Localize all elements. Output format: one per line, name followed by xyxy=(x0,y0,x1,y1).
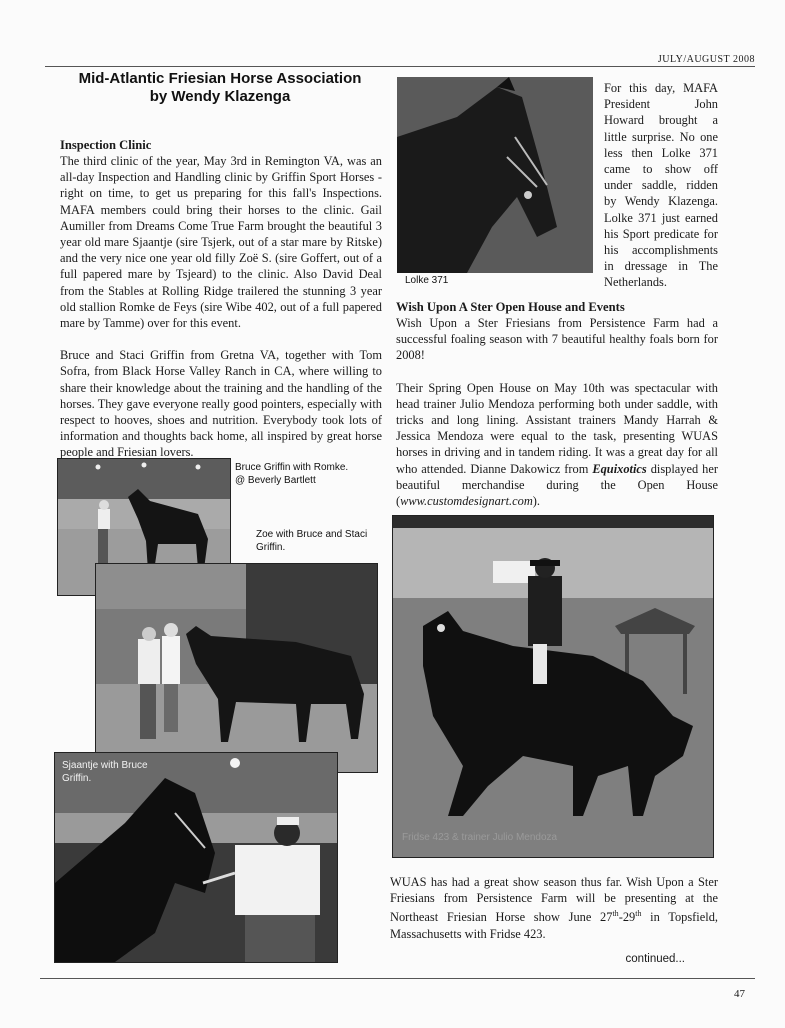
wuas-p2-text-c: ). xyxy=(532,494,540,509)
wuas-p3-text-c: in Topsfield, Massachusetts with Fridse 423. xyxy=(390,910,718,941)
president-section xyxy=(604,80,718,291)
fridse-photo xyxy=(392,515,714,858)
sup-th-1: th xyxy=(612,909,619,919)
inspection-heading: Inspection Clinic xyxy=(60,138,152,152)
sjaantje-caption xyxy=(62,760,148,785)
zoe-caption-line-2: Griffin. xyxy=(256,541,286,553)
zoe-caption xyxy=(256,529,367,554)
article-title xyxy=(50,70,390,106)
sup-th-2: th xyxy=(635,909,642,919)
sjaantje-caption-line-1: Sjaantje with Bruce xyxy=(62,760,148,771)
footer-rule xyxy=(40,978,755,979)
romke-caption xyxy=(235,462,348,487)
wuas-p3-text-b: -29 xyxy=(618,910,636,925)
page-number: 47 xyxy=(734,988,745,1000)
wuas-p2-text-a: Their Spring Open House on May 10th was spectacular with head trainer Julio Mendoza performing both under saddle, with tricks and long lining. Assistant trainers Mandy Harrah & Jessica Mendoza were equal to the task, presenting WUAS horses in driving and in tandem riding. It was a great day for all who attended. Dianne Dakowicz from xyxy=(396,380,718,476)
inspection-paragraph-2: Bruce and Staci Griffin from Gretna VA, together with Tom Sofra, from Black Horse Valley Ranch in CA, where willing to share their knowledge about the training and the handling of the horses. They gave everyone really good pointers, especially with respect to hooves, shoes and nutrition. Everybody took lots of information and thoughts back home, all inspired by great horse people and Friesian lovers. xyxy=(60,348,382,460)
continued-label: continued... xyxy=(625,953,685,965)
romke-caption-line-1: Bruce Griffin with Romke. xyxy=(235,462,349,473)
wuas-paragraph-2 xyxy=(396,380,718,510)
header-rule xyxy=(45,66,755,67)
fridse-horse-image xyxy=(393,516,713,857)
equixotics-brand: Equixotics xyxy=(592,461,647,476)
zoe-horse-image xyxy=(96,564,377,772)
issue-date: JULY/AUGUST 2008 xyxy=(657,54,755,65)
wuas-paragraph-3 xyxy=(390,874,718,942)
president-paragraph: For this day, MAFA President John Howard brought a little surprise. No one less then Lolke 371 came to show off under saddle, ridden by Wendy Klazenga. Lolke 371 just earned his Sport predicate for his accomplishments in dressage in The Netherlands. xyxy=(604,81,718,290)
title-line-2: by Wendy Klazenga xyxy=(149,88,291,105)
sjaantje-caption-line-2: Griffin. xyxy=(62,772,92,784)
wuas-p2-text-b: displayed her beautiful merchandise during the Open House ( xyxy=(396,461,718,509)
zoe-photo xyxy=(95,563,378,773)
romke-caption-line-2: @ Beverly Bartlett xyxy=(235,474,316,486)
wuas-p3-text-a: WUAS has had a great show season thus far. Wish Upon a Ster Friesians from Persistence Farm will be presenting at the Northeast Friesian Horse show June 27 xyxy=(390,875,718,925)
zoe-caption-line-1: Zoe with Bruce and Staci xyxy=(256,529,368,540)
wuas-show-section xyxy=(390,874,718,942)
inspection-section xyxy=(60,137,382,461)
lolke-caption: Lolke 371 xyxy=(405,275,449,286)
inspection-paragraph-1: The third clinic of the year, May 3rd in Remington VA, was an all-day Inspection and Handling clinic by Griffin Sport Horses - right on time, to get us preparing for this fall's Inspections. MAFA members could bring their horses to the clinic. Gail Aumiller from Dreams Come True Farm brought the beautiful 3 year old mare Sjaantje (sire Tsjerk, out of a star mare by Ritske) and the very nice one year old filly Zoë S. (sire Goffert, out of a full papered mare by Tsjeard) to the clinic. Also David Deal from the Stables at Rolling Ridge trailered the stunning 3 year old stallion Romke de Feys (sire Wibe 402, out of a full papered mare by Tamme) over for this event. xyxy=(60,154,382,331)
wuas-section xyxy=(396,299,718,509)
fridse-caption: Fridse 423 & trainer Julio Mendoza xyxy=(402,832,558,843)
website-link[interactable]: www.customdesignart.com xyxy=(400,494,533,509)
lolke-horse-image xyxy=(397,77,593,287)
lolke-photo xyxy=(397,77,593,287)
title-line-1: Mid-Atlantic Friesian Horse Association xyxy=(78,70,362,87)
wuas-paragraph-1: Wish Upon a Ster Friesians from Persistence Farm had a successful foaling season with 7 beautiful healthy foals born for 2008! xyxy=(396,316,718,363)
wuas-heading: Wish Upon A Ster Open House and Events xyxy=(396,300,625,314)
